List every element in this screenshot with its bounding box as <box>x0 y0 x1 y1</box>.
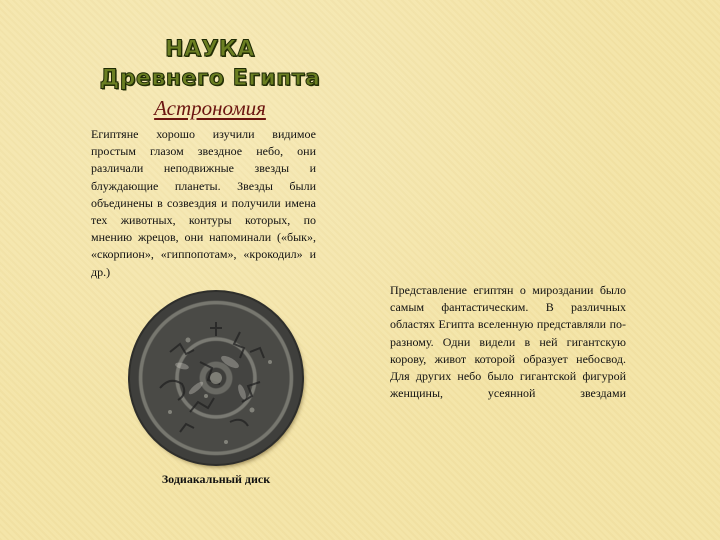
disc-caption: Зодиакальный диск <box>161 472 271 486</box>
slide-title-line2: Древнего Египта <box>99 66 321 91</box>
universe-paragraph: Представление египтян о мироздании было самым фантастическим. В различных областях Египта вселенную представляли по-разному. Одни видели в ней гигантскую корову, живот которой образует небосвод. Для других небо было гигантской фигурой женщины, усеянной звездами <box>390 283 626 401</box>
zodiac-disc-figures <box>130 292 302 464</box>
astronomy-paragraph: Египтяне хорошо изучили видимое простым глазом звездное небо, они различали неподвижные звезды и блуждающие планеты. Звезды были объединены в созвездия и получили имена тех животных, контуры которых, по мнению жрецов, они напоминали («бык», «скорпион», «гиппопотам», «крокодил» и др.) <box>91 127 316 279</box>
slide-subtitle: Астрономия <box>154 96 266 120</box>
slide-title-line1: НАУКА <box>165 37 255 62</box>
zodiac-disc-image <box>130 292 302 464</box>
